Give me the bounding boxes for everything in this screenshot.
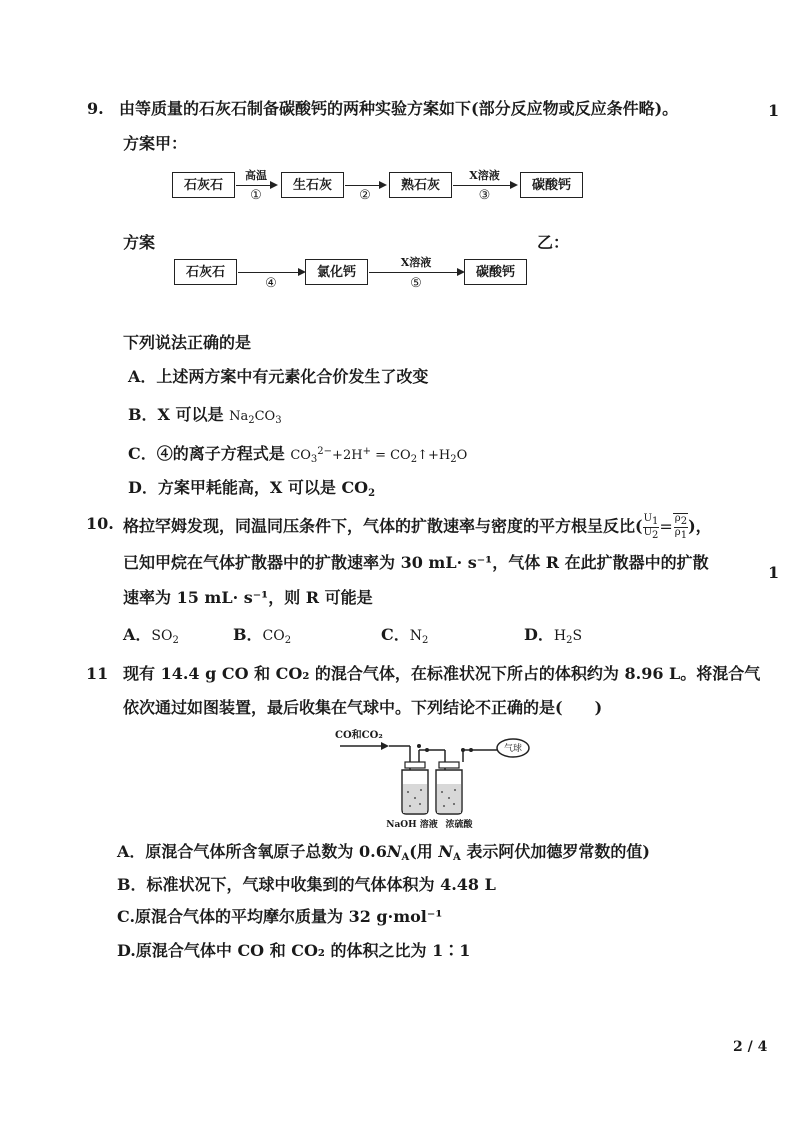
diagram-bottle2-label: 浓硫酸 [445,820,473,830]
q9-plan-a-label: 方案甲： [123,134,188,153]
arrow-icon [453,185,516,186]
q10-line3: 速率为 15 mL· s⁻¹，则 R 可能是 [123,588,373,607]
plan-a-box: 碳酸钙 [520,172,583,198]
q10-line2: 已知甲烷在气体扩散器中的扩散速率为 30 mL· s⁻¹，气体 R 在此扩散器中的扩散 [123,553,709,572]
plan-a-box: 生石灰 [281,172,344,198]
q9-number: 9. [87,99,104,118]
q10-number: 10. [86,514,114,533]
q10-margin-mark: 1 [768,563,780,582]
plan-a-box: 熟石灰 [389,172,452,198]
graham-law-formula: $\frac{U_1}{U_2}$ = $\frac{\rho_2}{\rho_1}$ [643,512,688,541]
arrow-number: ④ [265,276,277,291]
q11-line2: 依次通过如图装置，最后收集在气球中。下列结论不正确的是( ) [123,698,603,717]
diagram-balloon-label: 气球 [503,744,522,754]
q10-line1: 格拉罕姆发现，同温同压条件下，气体的扩散速率与密度的平方根呈反比( $\frac{U_1}{U_2}$ = $\frac{\rho_2}{\rho_1}$ )， [123,512,712,541]
diagram-inlet-label: CO和CO₂ [335,730,383,741]
q9-prompt: 下列说法正确的是 [123,333,252,352]
q10-option-c: C．$N_2$ [381,625,429,646]
arrow-number: ① [250,188,262,203]
q10-option-b: B．$CO_2$ [233,625,292,646]
q10-option-d: D．$H_2S$ [524,625,583,646]
q9-stem: 由等质量的石灰石制备碳酸钙的两种实验方案如下(部分反应物或反应条件略)。 [119,99,679,118]
arrow-icon [369,272,463,273]
q11-option-b: B．标准状况下，气球中收集到的气体体积为 4.48 L [117,875,496,894]
plan-b-box: 石灰石 [174,259,237,285]
arrow-label: X溶液 [469,169,500,182]
diagram-bottle1-label: NaOH 溶液 [386,820,438,830]
arrow-number: ③ [478,188,491,203]
q11-option-c: C.原混合气体的平均摩尔质量为 32 g·mol⁻¹ [117,907,443,926]
q9-plan-b-label-right: 乙： [537,233,570,252]
q9-plan-b-label-left: 方案 [123,233,156,252]
q9-option-a: A．上述两方案中有元素化合价发生了改变 [128,367,429,386]
q10-option-a: A．$SO_2$ [123,625,179,646]
q11-option-d: D.原混合气体中 CO 和 CO₂ 的体积之比为 1∶1 [117,941,471,960]
q11-number: 11 [86,664,109,683]
q11-option-a: A．原混合气体所含氧原子总数为 $0.6N_A$(用 $N_A$ 表示阿伏加德罗常数的值) [117,842,650,863]
arrow-number: ② [359,188,371,203]
arrow-icon [238,272,304,273]
arrow-label: X溶液 [400,256,432,269]
arrow-label: 高温 [245,169,267,182]
q9-option-c: C．④的离子方程式是 $CO_3^{2-}+2H^+$ = $CO_2↑+H_2O$ [128,444,468,465]
q9-option-b: B．X 可以是 $Na_2CO_3$ [128,405,282,426]
plan-b-box: 碳酸钙 [464,259,527,285]
q11-line1: 现有 14.4 g CO 和 CO₂ 的混合气体，在标准状况下所占的体积约为 8.96 L。将混合气 [123,664,761,683]
plan-a-box: 石灰石 [172,172,235,198]
arrow-number: ⑤ [410,276,422,291]
q9-option-d: D．方案甲耗能高，X 可以是 $CO_2$ [128,478,376,499]
arrow-icon [345,185,385,186]
plan-b-box: 氯化钙 [305,259,368,285]
page-number: 2 / 4 [733,1039,768,1055]
arrow-icon [236,185,276,186]
apparatus-diagram [335,726,535,834]
q9-margin-mark: 1 [768,101,780,120]
